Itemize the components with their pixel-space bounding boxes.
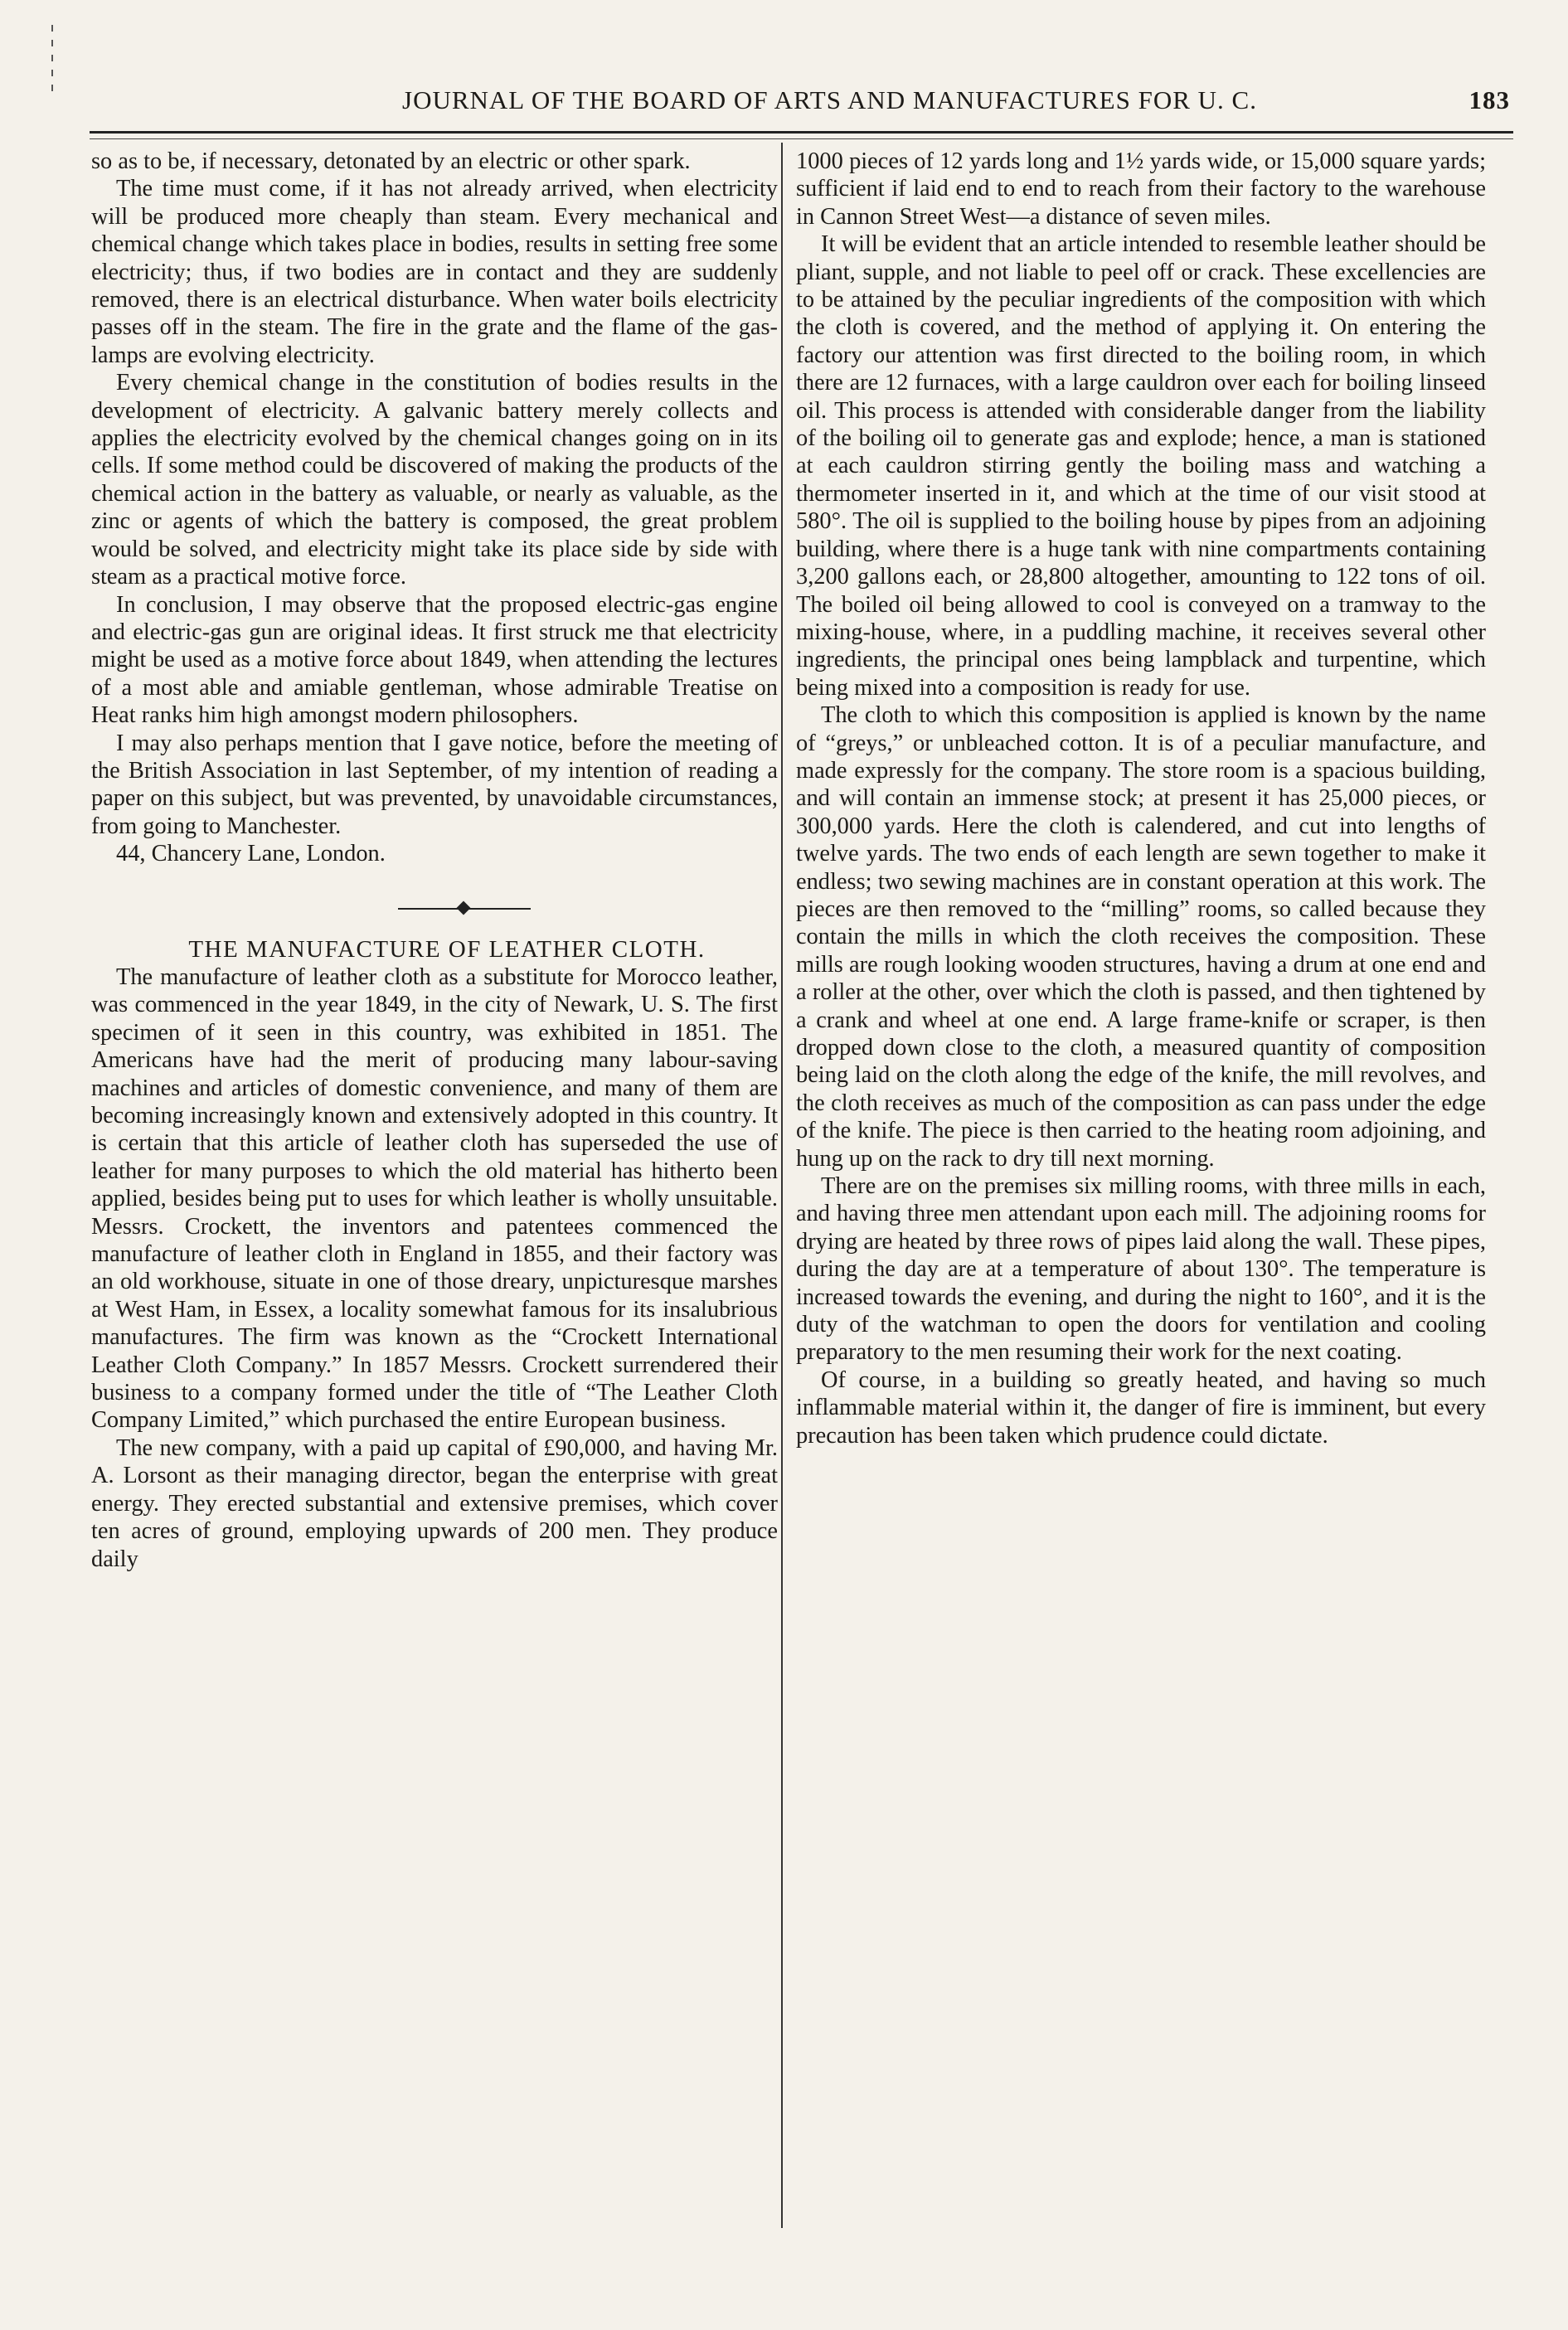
paragraph: The time must come, if it has not already arrived, when electricity will be produced more cheaply than steam. Every mechanical and chemical change which takes place in bodies, results in setting free some electricity; thus, if two bodies are in contact and they are suddenly removed, there is an electrical disturbance. When water boils electricity passes off in the steam. The fire in the grate and the flame of the gas-lamps are evolving electricity. [91,176,778,368]
paragraph: There are on the premises six milling rooms, with three mills in each, and having three men attendant upon each mill. The adjoining rooms for drying are heated by three rows of pipes laid along the wall. These pipes, during the day are at a temperature of about 130°. The temperature is increased towards the evening, and during the night to 160°, and it is the duty of the watchman to open the doors for ventilation and cooling preparatory to the men resuming their work for the next coating. [796,1173,1486,1366]
paragraph: Every chemical change in the constitution of bodies results in the development of electricity. A galvanic battery merely collects and applies the electricity evolved by the chemical changes going on in its cells. If some method could be discovered of making the products of the chemical action in the battery as valuable, or nearly as valuable, as the zinc or agents of which the battery is composed, the great problem would be solved, and electricity might take its place side by side with steam as a practical motive force. [91,370,778,590]
margin-tick [51,85,53,91]
margin-tick [51,25,53,32]
author-address: 44, Chancery Lane, London. [116,841,386,867]
margin-ticks [51,25,53,124]
paragraph: The manufacture of leather cloth as a substitute for Morocco leather, was commenced in the year 1849, in the city of Newark, U. S. The first specimen of it seen in this country, was exhibited in 1851. The Americans have had the merit of producing many labour-saving machines and articles of domestic convenience, and many of them are becoming increasingly known and extensively adopted in this country. It is certain that this article of leather cloth has superseded the use of leather for many purposes to which the old material has hitherto been applied, besides being put to uses for which leather is wholly unsuitable. Messrs. Crockett, the inventors and patentees commenced the manufacture of leather cloth in England in 1855, and their factory was an old workhouse, situate in one of those dreary, unpicturesque marshes at West Ham, in Essex, a locality somewhat famous for its insalubrious manufactures. The firm was known as the “Crockett International Leather Cloth Company.” In 1857 Messrs. Crockett surrendered their business to a company formed under the title of “The Leather Cloth Company Limited,” which purchased the entire European business. [91,964,778,1434]
column-divider [781,143,783,2228]
right-column [796,148,1486,1449]
section-separator [91,883,778,933]
paragraph: I may also perhaps mention that I gave notice, before the meeting of the British Association in last September, of my intention of reading a paper on this subject, but was prevented, by unavoidable circumstances, from going to Manchester. [91,730,778,839]
paragraph: so as to be, if necessary, detonated by an electric or other spark. [91,148,691,174]
separator-ornament [457,900,471,915]
paragraph: The cloth to which this composition is applied is known by the name of “greys,” or unbleached cotton. It is of a peculiar manufacture, and made expressly for the company. The store room is a spacious building, and will contain an immense stock; at present it has 25,000 pieces, or 300,000 yards. Here the cloth is calendered, and cut into lengths of twelve yards. The two ends of each length are sewn together to make it endless; two sewing machines are in constant operation at this work. The pieces are then removed to the “milling” rooms, so called because they contain the mills in which the cloth receives the composition. These mills are rough looking wooden structures, having a drum at one end and a roller at the other, over which the cloth is passed, and then tightened by a crank and wheel at one end. A large frame-knife or scraper, is then dropped down close to the cloth, a measured quantity of composition being laid on the cloth along the edge of the knife, the mill revolves, and the cloth receives as much of the composition as can pass under the edge of the knife. The piece is then carried to the heating room adjoining, and hung up on the rack to dry till next morning. [796,702,1486,1172]
running-head [91,80,1510,121]
paragraph: Of course, in a building so greatly heated, and having so much inflammable material within it, the danger of fire is imminent, but every precaution has been taken which prudence could dictate. [796,1366,1486,1449]
paragraph: 1000 pieces of 12 yards long and 1½ yards wide, or 15,000 square yards; sufficient if laid end to end to reach from their factory to the warehouse in Cannon Street West—a distance of seven miles. [796,148,1486,230]
page-number: 183 [1468,85,1510,114]
left-column [91,148,778,1573]
header-rule-thin [90,138,1513,139]
paragraph: In conclusion, I may observe that the proposed electric-gas engine and electric-gas gun are original ideas. It first struck me that electricity might be used as a motive force about 1849, when attending the lectures of a most able and amiable gentleman, whose admirable Treatise on Heat ranks him high amongst modern philosophers. [91,591,778,729]
paragraph: It will be evident that an article intended to resemble leather should be pliant, supple, and not liable to peel off or crack. These excellencies are to be attained by the peculiar ingredients of the composition with which the cloth is covered, and the method of applying it. On entering the factory our attention was first directed to the boiling room, in which there are 12 furnaces, with a large cauldron over each for boiling linseed oil. This process is attended with considerable danger from the liability of the boiling oil to generate gas and explode; hence, a man is stationed at each cauldron stirring gently the boiling mass and watching a thermometer inserted in it, and which at the time of our visit stood at 580°. The oil is supplied to the boiling house by pipes from an adjoining building, where there is a huge tank with nine compartments containing 3,200 gallons each, or 28,800 altogether, amounting to 122 tons of oil. The boiled oil being allowed to cool is conveyed on a tramway to the mixing-house, where, in a puddling machine, it receives several other ingredients, the principal ones being lampblack and turpentine, which being mixed into a composition is ready for use. [796,231,1486,701]
header-rule-thick [90,131,1513,133]
margin-tick [51,40,53,46]
running-title: JOURNAL OF THE BOARD OF ARTS AND MANUFACTURES FOR U. C. [402,85,1257,114]
section-heading: THE MANUFACTURE OF LEATHER CLOTH. [188,935,706,963]
margin-tick [51,55,53,61]
margin-tick [51,70,53,76]
paragraph: The new company, with a paid up capital of £90,000, and having Mr. A. Lorsont as their managing director, began the enterprise with great energy. They erected substantial and extensive premises, which cover ten acres of ground, employing upwards of 200 men. They produce daily [91,1434,778,1572]
